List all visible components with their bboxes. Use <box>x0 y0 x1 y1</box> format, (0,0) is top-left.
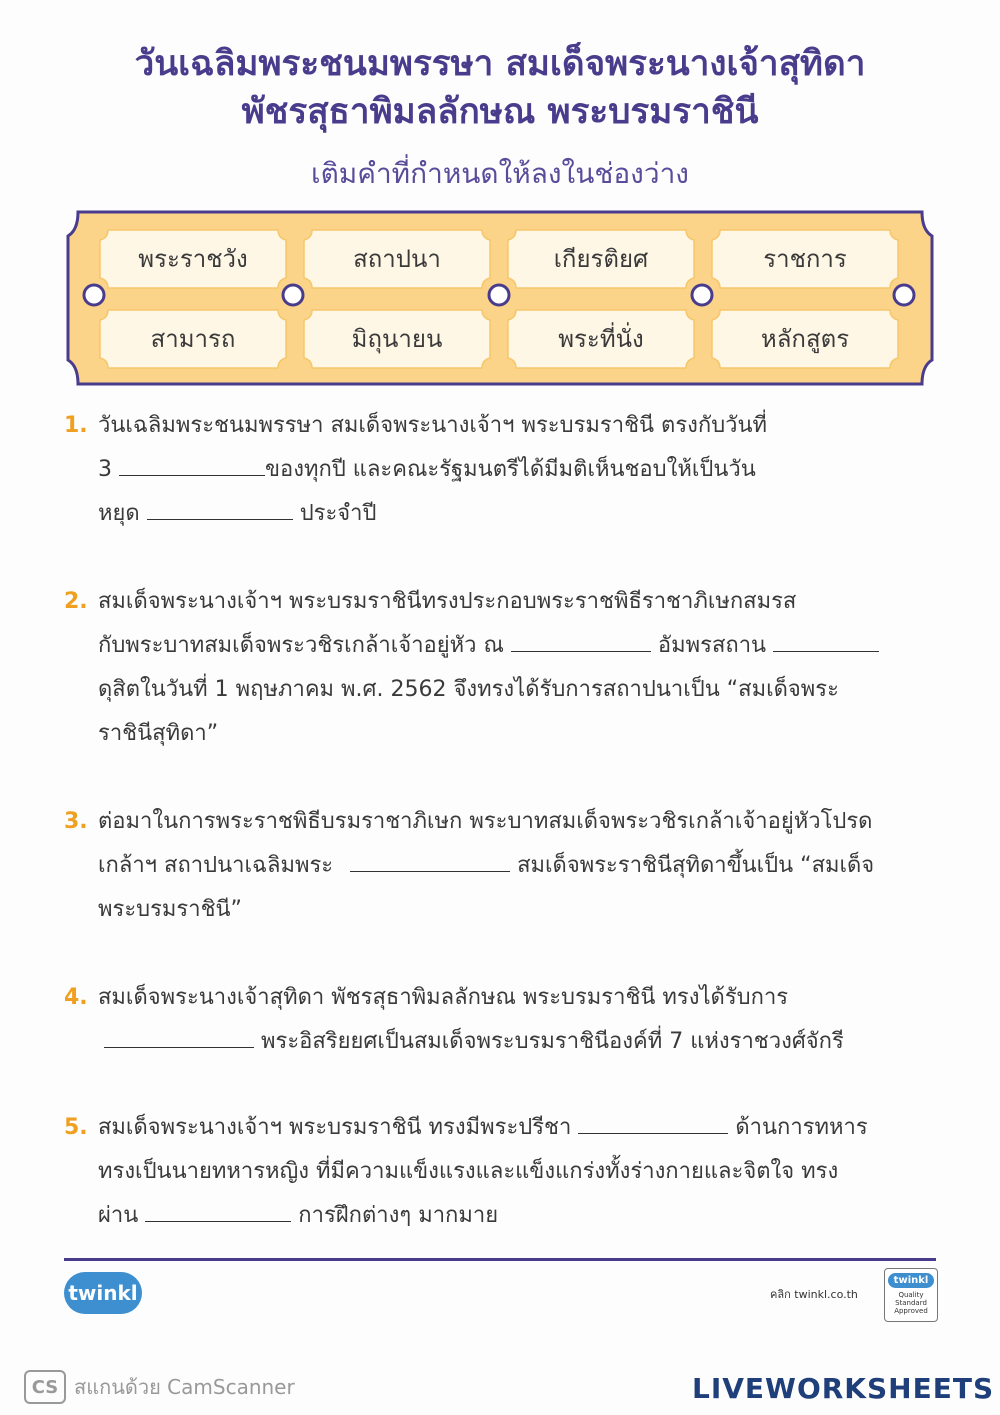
question-line: ราชินีสุทิดา” <box>98 721 219 746</box>
badge-caption: Quality Standard Approved <box>894 1291 928 1315</box>
badge-logo: twinkl <box>888 1273 935 1288</box>
word-bank-item[interactable]: สามารถ <box>150 324 236 353</box>
liveworksheets-watermark: LIVEWORKSHEETS <box>692 1372 995 1405</box>
word-bank-item[interactable]: ราชการ <box>763 244 847 273</box>
question-1 <box>64 404 944 544</box>
word-bank-item[interactable]: สถาปนา <box>353 244 441 273</box>
word-bank-item[interactable]: หลักสูตร <box>760 324 850 353</box>
answer-blank[interactable] <box>578 1107 728 1134</box>
question-line <box>98 1194 948 1238</box>
question-text: สมเด็จพระราชินีสุทิดาขึ้นเป็น “สมเด็จ <box>517 853 875 878</box>
title-line-2: พัชรสุธาพิมลลักษณ พระบรมราชินี <box>241 92 759 132</box>
answer-blank[interactable] <box>104 1021 254 1048</box>
footer-divider <box>64 1258 936 1261</box>
question-line: ดุสิตในวันที่ 1 พฤษภาคม พ.ศ. 2562 จึงทรงได้รับการสถาปนาเป็น “สมเด็จพระ <box>98 677 839 702</box>
word-bank-item[interactable]: พระที่นั่ง <box>558 324 644 353</box>
question-line <box>98 1106 948 1150</box>
question-line: ทรงเป็นนายทหารหญิง ที่มีความแข็งแรงและแข็งแกร่งทั้งร่างกายและจิตใจ ทรง <box>98 1159 839 1184</box>
title-line-1: วันเฉลิมพระชนมพรรษา สมเด็จพระนางเจ้าสุทิดา <box>134 44 866 84</box>
answer-blank[interactable] <box>773 625 879 652</box>
answer-blank[interactable] <box>350 845 510 872</box>
question-line <box>98 492 948 536</box>
question-text: ด้านการทหาร <box>735 1115 868 1140</box>
answer-blank[interactable] <box>511 625 651 652</box>
question-text: พระอิสริยยศเป็นสมเด็จพระบรมราชินีองค์ที่ 7 แห่งราชวงศ์จักรี <box>261 1029 844 1054</box>
word-bank <box>64 208 936 388</box>
question-4 <box>64 976 944 1072</box>
question-number: 2. <box>64 589 88 614</box>
camscanner-icon: CS <box>24 1370 66 1404</box>
question-3 <box>64 800 944 940</box>
question-line <box>98 448 948 492</box>
question-text: อัมพรสถาน <box>657 633 767 658</box>
question-number: 5. <box>64 1115 88 1140</box>
question-line: ต่อมาในการพระราชพิธีบรมราชาภิเษก พระบาทสมเด็จพระวชิรเกล้าเจ้าอยู่หัวโปรด <box>98 809 873 834</box>
twinkl-link[interactable]: คลิก twinkl.co.th <box>770 1288 858 1301</box>
question-text: เกล้าฯ สถาปนาเฉลิมพระ <box>98 853 334 878</box>
question-text: กับพระบาทสมเด็จพระวชิรเกล้าเจ้าอยู่หัว ณ <box>98 633 504 658</box>
question-line: สมเด็จพระนางเจ้าฯ พระบรมราชินีทรงประกอบพระราชพิธีราชาภิเษกสมรส <box>98 589 797 614</box>
question-line: สมเด็จพระนางเจ้าสุทิดา พัชรสุธาพิมลลักษณ พระบรมราชินี ทรงได้รับการ <box>98 985 789 1010</box>
question-line <box>98 844 948 888</box>
question-number: 3. <box>64 809 88 834</box>
question-text: สมเด็จพระนางเจ้าฯ พระบรมราชินี ทรงมีพระปรีชา <box>98 1115 572 1140</box>
question-text: การฝึกต่างๆ มากมาย <box>298 1203 499 1228</box>
question-line: วันเฉลิมพระชนมพรรษา สมเด็จพระนางเจ้าฯ พระบรมราชินี ตรงกับวันที่ <box>98 413 768 438</box>
answer-blank[interactable] <box>145 1195 291 1222</box>
question-line <box>98 624 948 668</box>
word-bank-item[interactable]: มิถุนายน <box>351 324 443 353</box>
question-5 <box>64 1106 944 1246</box>
answer-blank[interactable] <box>119 449 265 476</box>
question-text: 3 <box>98 457 112 482</box>
question-2 <box>64 580 944 760</box>
question-text: ผ่าน <box>98 1203 139 1228</box>
question-text: ประจำปี <box>299 501 377 526</box>
twinkl-logo[interactable]: twinkl <box>64 1272 142 1314</box>
question-number: 1. <box>64 413 88 438</box>
question-text: ของทุกปี และคณะรัฐมนตรีได้มีมติเห็นชอบให้เป็นวัน <box>265 457 756 482</box>
question-line <box>98 1020 948 1064</box>
question-number: 4. <box>64 985 88 1010</box>
camscanner-watermark <box>24 1370 295 1404</box>
instruction-subtitle: เติมคำที่กำหนดให้ลงในช่องว่าง <box>311 157 689 190</box>
quality-badge <box>884 1268 938 1322</box>
answer-blank[interactable] <box>147 493 293 520</box>
word-bank-item[interactable]: พระราชวัง <box>138 244 248 273</box>
question-text: หยุด <box>98 501 140 526</box>
word-bank-item[interactable]: เกียรติยศ <box>553 244 649 273</box>
question-line: พระบรมราชินี” <box>98 897 242 922</box>
camscanner-text: สแกนด้วย CamScanner <box>74 1375 295 1399</box>
